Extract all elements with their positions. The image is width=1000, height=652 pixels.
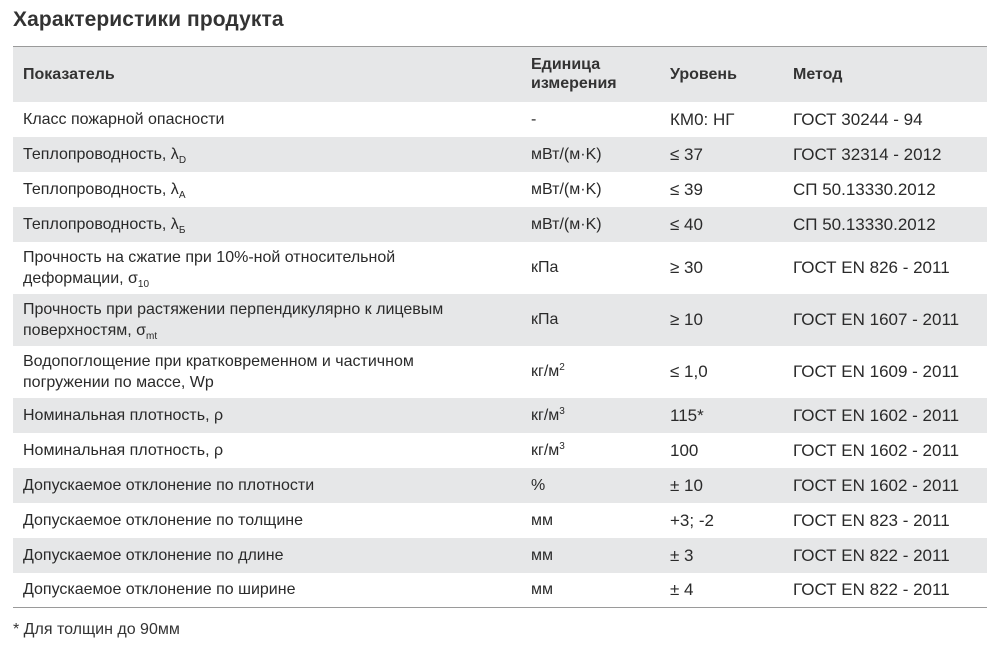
cell-method: ГОСТ EN 1609 - 2011 [793,362,960,381]
cell-level: КМ0: НГ [670,109,735,129]
cell-method: ГОСТ EN 823 - 2011 [793,510,950,530]
cell-unit: % [531,476,546,494]
param-line1: Водопоглощение при кратковременном и частичном [23,352,414,370]
table-row [13,468,987,503]
table-row [13,172,987,207]
cell-param: Номинальная плотность, ρ [23,441,224,459]
cell-level: ≥ 30 [670,258,703,277]
table-row [13,242,987,294]
cell-level: ± 4 [670,580,694,600]
cell-method: СП 50.13330.2012 [793,179,936,199]
cell-param: Номинальная плотность, ρ [23,406,224,424]
cell-unit [520,398,659,433]
param-subscript: A [178,189,186,201]
cell-level: +3; -2 [670,510,714,530]
cell-unit: мм [531,511,553,529]
cell-method: ГОСТ 32314 - 2012 [793,144,942,164]
cell-param [13,207,520,242]
cell-method: ГОСТ EN 1602 - 2011 [793,440,960,460]
cell-param [13,346,520,398]
param-subscript: D [178,154,187,166]
param-line2: деформации, σ [23,269,138,287]
table-row [13,137,987,172]
table-row [13,433,987,468]
table-row [13,346,987,398]
product-characteristics-table [13,46,987,608]
cell-method: ГОСТ EN 822 - 2011 [793,545,950,565]
header-unit-line2: измерения [531,75,617,93]
cell-level: ≤ 39 [670,179,703,199]
param-line2: погружении по массе, Wp [23,373,214,391]
table-row [13,294,987,346]
table-row [13,207,987,242]
param-text: Теплопроводность, λ [23,180,179,198]
cell-level: ≤ 1,0 [670,362,708,381]
param-text: Теплопроводность, λ [23,215,179,233]
header-unit-line1: Единица [531,56,601,74]
cell-method: ГОСТ 30244 - 94 [793,109,923,129]
param-line1: Прочность на сжатие при 10%-ной относительной [23,248,396,266]
cell-unit: мВт/(м·K) [531,145,602,163]
table-row [13,398,987,433]
unit-superscript: 3 [559,405,565,417]
cell-param: Класс пожарной опасности [23,110,225,128]
cell-unit: мм [531,581,553,599]
unit-superscript: 2 [559,362,565,373]
cell-method: ГОСТ EN 1602 - 2011 [793,475,960,495]
cell-unit: кПа [531,259,559,276]
cell-unit: мВт/(м·K) [531,215,602,233]
cell-unit: - [531,110,537,128]
table-row [13,573,987,608]
cell-level: 100 [670,440,699,460]
cell-param [13,242,520,294]
param-subscript: 10 [137,278,150,290]
param-line2: поверхностям, σ [23,321,146,339]
cell-param [13,294,520,346]
cell-param: Допускаемое отклонение по толщине [23,511,303,529]
cell-unit [520,346,659,398]
cell-param: Допускаемое отклонение по плотности [23,476,315,494]
footnote: * Для толщин до 90мм [13,621,180,638]
cell-level: ≥ 10 [670,310,703,329]
cell-level: ± 10 [670,475,703,495]
cell-method: ГОСТ EN 822 - 2011 [793,580,950,600]
unit-text: кг/м [531,406,560,424]
table-row [13,503,987,538]
unit-text: кг/м [531,363,560,380]
cell-param: Допускаемое отклонение по длине [23,546,284,564]
cell-level: ≤ 37 [670,144,703,164]
unit-text: кг/м [531,441,560,459]
param-text: Теплопроводность, λ [23,145,179,163]
cell-unit [520,433,659,468]
param-subscript: mt [146,330,158,342]
param-line1: Прочность при растяжении перпендикулярно к лицевым [23,300,444,318]
param-subscript: Б [178,224,186,236]
cell-param [13,172,520,207]
header-method: Метод [793,65,843,83]
page-title: Характеристики продукта [13,8,284,31]
cell-param [13,137,520,172]
cell-method: ГОСТ EN 826 - 2011 [793,258,950,277]
header-param: Показатель [23,65,115,83]
header-level: Уровень [670,65,737,83]
cell-method: ГОСТ EN 1602 - 2011 [793,405,960,425]
cell-unit: кПа [531,311,559,328]
cell-unit: мВт/(м·K) [531,180,602,198]
table-header-row [13,47,987,102]
cell-method: ГОСТ EN 1607 - 2011 [793,310,960,329]
cell-method: СП 50.13330.2012 [793,214,936,234]
header-unit [520,47,659,102]
unit-superscript: 3 [559,440,565,452]
cell-level: 115* [670,405,704,425]
cell-level: ± 3 [670,545,694,565]
cell-param: Допускаемое отклонение по ширине [23,581,296,599]
cell-level: ≤ 40 [670,214,703,234]
table-row [13,102,987,137]
table-row [13,538,987,573]
cell-unit: мм [531,546,553,564]
